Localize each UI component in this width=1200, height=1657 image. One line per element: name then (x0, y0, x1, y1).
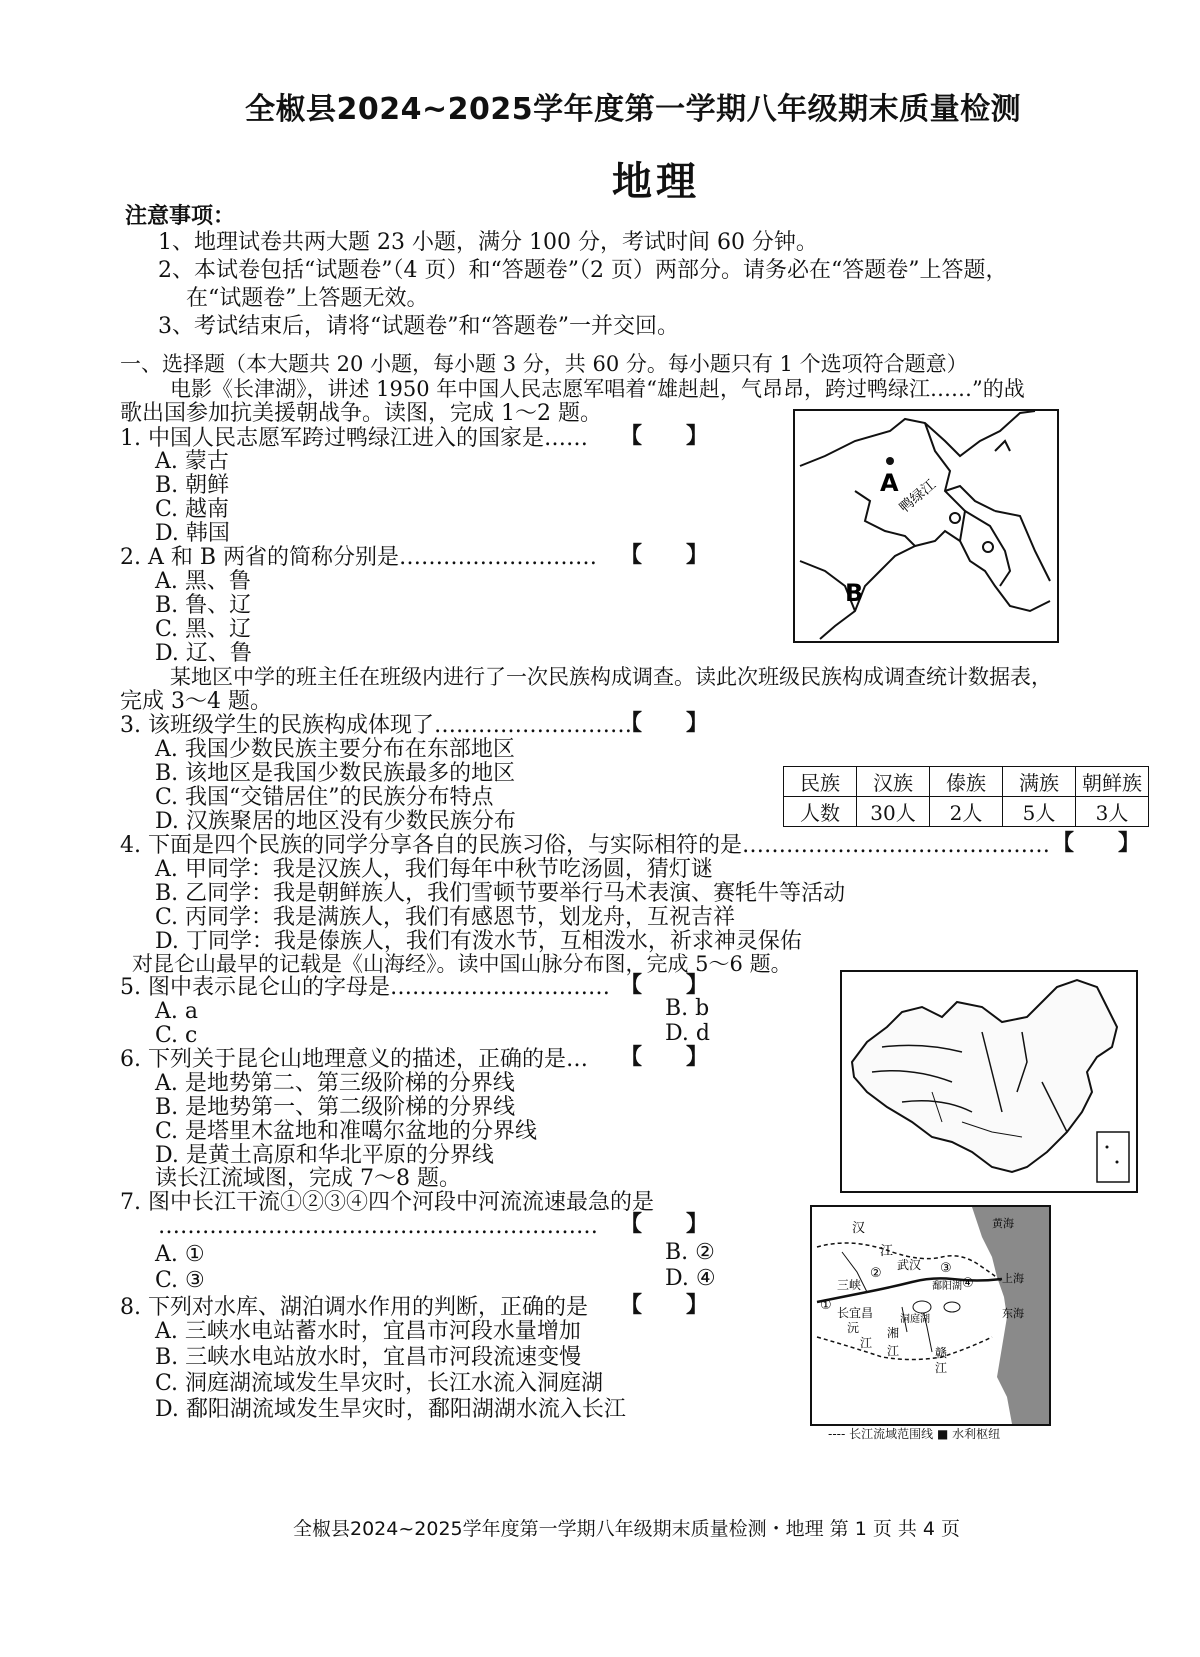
map3-label-donghai: 东海 (1002, 1307, 1024, 1320)
map3-label-yichang: 长宜昌 (837, 1306, 874, 1320)
exam-title: 全椒县2024~2025学年度第一学期八年级期末质量检测 (245, 92, 1022, 127)
q4-answer-bracket[interactable]: 【 】 (1052, 831, 1141, 856)
q1-option-d: D. 韩国 (155, 521, 230, 546)
intro-2-line-2: 完成 3～4 题。 (120, 689, 272, 714)
table-header-row (784, 767, 1149, 797)
notice-heading: 注意事项： (125, 204, 236, 229)
q6-option-c: C. 是塔里木盆地和准噶尔盆地的分界线 (155, 1119, 538, 1144)
table-cell: 人数 (784, 797, 857, 827)
map3-section-3: ③ (940, 1261, 952, 1276)
map3-label-poyang: 鄱阳湖 (932, 1281, 962, 1292)
q1-stem: 1. 中国人民志愿军跨过鸭绿江进入的国家是…… (120, 426, 588, 451)
q5-option-a: A. a (155, 999, 198, 1024)
map1-river-label: 鸭绿江 (896, 476, 940, 517)
q1-option-b: B. 朝鲜 (155, 473, 230, 498)
intro-1-line-1: 电影《长津湖》，讲述 1950 年中国人民志愿军唱着“雄赳赳，气昂昂，跨过鸭绿江……”的战 (170, 377, 1025, 401)
q6-answer-bracket[interactable]: 【 】 (620, 1045, 709, 1070)
q8-option-b: B. 三峡水电站放水时，宜昌市河段流速变慢 (155, 1345, 582, 1370)
intro-1-line-2: 歌出国参加抗美援朝战争。读图，完成 1～2 题。 (120, 401, 602, 426)
q2-option-a: A. 黑、鲁 (155, 569, 251, 594)
notice-item-1: 1、地理试卷共两大题 23 小题，满分 100 分，考试时间 60 分钟。 (158, 230, 818, 255)
china-mountains-map (840, 970, 1138, 1193)
q3-option-a: A. 我国少数民族主要分布在东部地区 (155, 737, 515, 762)
q3-option-d: D. 汉族聚居的地区没有少数民族分布 (155, 809, 516, 834)
map3-label-han: 汉 (852, 1221, 866, 1236)
q7-option-d: D. ④ (665, 1266, 716, 1291)
yangtze-map-drawing (812, 1207, 1049, 1424)
q4-option-c: C. 丙同学：我是满族人，我们有感恩节，划龙舟，互祝吉祥 (155, 905, 736, 930)
q7-answer-bracket[interactable]: 【 】 (620, 1212, 709, 1237)
table-header-cell: 民族 (784, 767, 857, 797)
yangtze-basin-map (810, 1205, 1051, 1426)
notice-item-3: 3、考试结束后，请将“试题卷”和“答题卷”一并交回。 (158, 314, 679, 339)
map3-label-shanghai: 上海 (1002, 1272, 1024, 1285)
table-header-cell: 朝鲜族 (1076, 767, 1149, 797)
map1-label-a: A (880, 469, 899, 497)
q5-stem: 5. 图中表示昆仑山的字母是………………………… (120, 975, 610, 1000)
q6-stem: 6. 下列关于昆仑山地理意义的描述，正确的是… (120, 1047, 588, 1072)
q7-dots: …………………………………………………… (158, 1214, 598, 1239)
q2-option-d: D. 辽、鲁 (155, 641, 252, 666)
map3-label-yuan: 沅 (847, 1321, 860, 1335)
page-footer: 全椒县2024~2025学年度第一学期八年级期末质量检测・地理 第 1 页 共 4 页 (293, 1518, 961, 1540)
map3-label-wuhan: 武汉 (897, 1258, 922, 1272)
q2-option-c: C. 黑、辽 (155, 617, 252, 642)
map3-label-sanxia: 三峡 (837, 1278, 862, 1292)
section-heading: 一、选择题（本大题共 20 小题，每小题 3 分，共 60 分。每小题只有 1 个选项符合题意） (120, 352, 968, 376)
map3-legend: ---- 长江流域范围线 ■ 水利枢纽 (828, 1427, 1001, 1441)
q5-option-b: B. b (665, 996, 710, 1021)
table-cell: 3人 (1076, 797, 1149, 827)
table-header-cell: 傣族 (930, 767, 1003, 797)
q3-option-b: B. 该地区是我国少数民族最多的地区 (155, 761, 516, 786)
q3-answer-bracket[interactable]: 【 】 (620, 711, 709, 736)
q8-answer-bracket[interactable]: 【 】 (620, 1293, 709, 1318)
q4-option-d: D. 丁同学：我是傣族人，我们有泼水节，互相泼水，祈求神灵保佑 (155, 929, 802, 954)
ethnic-composition-table (783, 766, 1149, 827)
q5-answer-bracket[interactable]: 【 】 (620, 973, 709, 998)
q8-stem: 8. 下列对水库、湖泊调水作用的判断，正确的是 (120, 1295, 588, 1320)
q2-option-b: B. 鲁、辽 (155, 593, 252, 618)
table-cell: 30人 (857, 797, 930, 827)
q8-option-c: C. 洞庭湖流域发生旱灾时，长江水流入洞庭湖 (155, 1371, 604, 1396)
map3-section-2: ② (870, 1266, 882, 1281)
q6-option-a: A. 是地势第二、第三级阶梯的分界线 (155, 1071, 515, 1096)
table-header-cell: 满族 (1003, 767, 1076, 797)
map3-label-jiang: 江 (880, 1244, 894, 1259)
yalu-map-drawing (795, 411, 1057, 641)
intro-4: 读长江流域图，完成 7～8 题。 (155, 1166, 461, 1191)
q6-option-b: B. 是地势第一、第二级阶梯的分界线 (155, 1095, 516, 1120)
q2-stem: 2. A 和 B 两省的简称分别是……………………… (120, 545, 598, 570)
q4-option-a: A. 甲同学：我是汉族人，我们每年中秋节吃汤圆，猜灯谜 (155, 857, 713, 882)
q7-option-a: A. ① (155, 1242, 205, 1267)
map3-section-4: ④ (962, 1276, 974, 1291)
q6-option-d: D. 是黄土高原和华北平原的分界线 (155, 1143, 494, 1168)
map3-section-1: ① (820, 1298, 832, 1313)
map3-label-dongting: 洞庭湖 (900, 1314, 930, 1325)
q7-stem: 7. 图中长江干流①②③④四个河段中河流流速最急的是 (120, 1190, 654, 1215)
map3-label-gan: 赣 (935, 1346, 948, 1360)
q3-stem: 3. 该班级学生的民族构成体现了……………………… (120, 713, 632, 738)
table-cell: 5人 (1003, 797, 1076, 827)
q5-option-c: C. c (155, 1023, 198, 1048)
notice-item-2: 2、本试卷包括“试题卷”（4 页）和“答题卷”（2 页）两部分。请务必在“答题卷”上答题， (158, 258, 1008, 283)
map3-label-jiang2: 江 (860, 1336, 873, 1350)
q5-option-d: D. d (665, 1021, 710, 1046)
q4-option-b: B. 乙同学：我是朝鲜族人，我们雪顿节要举行马术表演、赛牦牛等活动 (155, 881, 846, 906)
map3-label-jiang3: 江 (887, 1344, 900, 1358)
q3-option-c: C. 我国“交错居住”的民族分布特点 (155, 785, 494, 810)
map1-label-b: B (845, 579, 864, 607)
notice-item-2-cont: 在“试题卷”上答题无效。 (186, 286, 429, 311)
subject-title: 地理 (612, 159, 700, 205)
q8-option-a: A. 三峡水电站蓄水时，宜昌市河段水量增加 (155, 1319, 581, 1344)
q2-answer-bracket[interactable]: 【 】 (620, 543, 709, 568)
intro-3: 对昆仑山最早的记载是《山海经》。读中国山脉分布图，完成 5～6 题。 (132, 952, 792, 976)
map3-label-huanghai: 黄海 (992, 1217, 1014, 1230)
q1-option-a: A. 蒙古 (155, 449, 229, 474)
q7-option-b: B. ② (665, 1240, 715, 1265)
china-map-drawing (842, 972, 1136, 1191)
table-cell: 2人 (930, 797, 1003, 827)
table-row (784, 797, 1149, 827)
intro-2-line-1: 某地区中学的班主任在班级内进行了一次民族构成调查。读此次班级民族构成调查统计数据表， (170, 665, 1052, 689)
q8-option-d: D. 鄱阳湖流域发生旱灾时，鄱阳湖湖水流入长江 (155, 1397, 626, 1422)
q4-stem: 4. 下面是四个民族的同学分享各自的民族习俗，与实际相符的是…………………………………… (120, 833, 1050, 858)
table-header-cell: 汉族 (857, 767, 930, 797)
map3-label-jiang4: 江 (935, 1361, 948, 1375)
map3-label-xiang: 湘 (887, 1326, 900, 1340)
q7-option-c: C. ③ (155, 1268, 205, 1293)
q1-answer-bracket[interactable]: 【 】 (620, 424, 709, 449)
q1-option-c: C. 越南 (155, 497, 230, 522)
yalu-river-map (793, 409, 1059, 643)
